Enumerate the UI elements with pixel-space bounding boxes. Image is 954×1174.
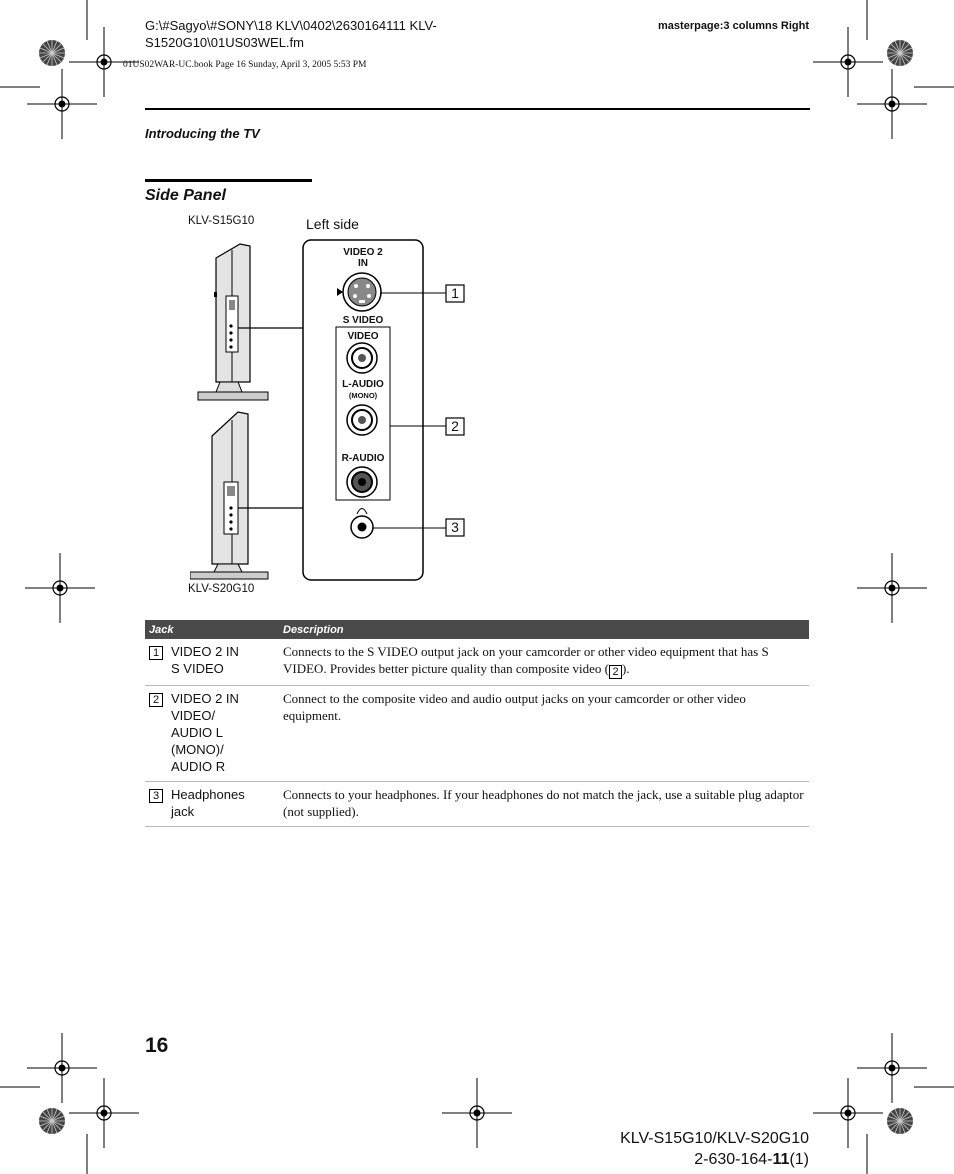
section-header: Introducing the TV bbox=[145, 126, 260, 141]
table-row bbox=[145, 639, 809, 686]
table-header-row bbox=[145, 620, 809, 639]
in-label: IN bbox=[358, 258, 368, 269]
row-description: Connect to the composite video and audio output jacks on your camcorder or other video equipment. bbox=[279, 686, 809, 782]
video-jack-icon bbox=[347, 343, 377, 373]
r-audio-label: R-AUDIO bbox=[341, 453, 385, 464]
video-label: VIDEO bbox=[347, 331, 379, 342]
left-side-label: Left side bbox=[306, 216, 359, 232]
side-panel-figure bbox=[190, 238, 480, 588]
callout-1: 1 bbox=[451, 285, 459, 301]
header-description: Description bbox=[279, 620, 809, 639]
jack-name-line: (MONO)/ bbox=[171, 742, 224, 757]
jack-name-line: AUDIO L bbox=[171, 725, 224, 740]
reference-number: 2 bbox=[609, 665, 622, 679]
page-number: 16 bbox=[145, 1034, 169, 1057]
bottom-left-mark bbox=[0, 1033, 139, 1174]
jack-table bbox=[145, 620, 809, 827]
top-left-mark bbox=[0, 0, 139, 139]
masterpage-label: masterpage:3 columns Right bbox=[658, 20, 809, 32]
jack-name-line: AUDIO R bbox=[171, 759, 226, 774]
heading-rule bbox=[145, 179, 312, 182]
file-path-line-1: G:\#Sagyo\#SONY\18 KLV\0402\2630164111 KLV- bbox=[145, 18, 437, 33]
model-label-bottom: KLV-S20G10 bbox=[188, 583, 255, 595]
header-jack: Jack bbox=[145, 620, 279, 639]
tv-s15g10-illustration bbox=[198, 244, 268, 400]
mid-left-mark bbox=[25, 553, 95, 623]
row-description: Connects to your headphones. If your headphones do not match the jack, use a suitable plug adaptor (not supplied). bbox=[279, 782, 809, 827]
video2-in-label bbox=[331, 247, 395, 269]
l-audio-jack-icon bbox=[347, 405, 377, 435]
s-video-label: S VIDEO bbox=[342, 315, 384, 326]
callout-2: 2 bbox=[451, 418, 459, 434]
page-heading: Side Panel bbox=[145, 187, 226, 204]
header-rule bbox=[145, 108, 810, 110]
top-right-mark bbox=[813, 0, 954, 139]
model-footer bbox=[620, 1128, 809, 1170]
table-row bbox=[145, 686, 809, 782]
row-number: 1 bbox=[149, 646, 163, 660]
row-description: Connects to the S VIDEO output jack on your camcorder or other video equipment that has S VIDEO. Provides better picture quality than composite video ( 2 ). bbox=[279, 639, 809, 686]
tv-s20g10-illustration bbox=[190, 412, 268, 579]
bottom-center-mark bbox=[442, 1078, 512, 1148]
jack-name-line: S VIDEO bbox=[171, 661, 224, 676]
jack-name-line: VIDEO 2 IN bbox=[171, 644, 239, 659]
r-audio-jack-icon bbox=[347, 467, 377, 497]
jack-name-line: Headphones bbox=[171, 787, 245, 802]
bottom-right-mark bbox=[813, 1033, 954, 1174]
footer-models: KLV-S15G10/KLV-S20G10 bbox=[620, 1130, 809, 1147]
row-number: 2 bbox=[149, 693, 163, 707]
model-label-top: KLV-S15G10 bbox=[188, 215, 255, 227]
table-row bbox=[145, 782, 809, 827]
footer-code: 2-630-164-11(1) bbox=[694, 1151, 809, 1168]
callout-3: 3 bbox=[451, 519, 459, 535]
row-number: 3 bbox=[149, 789, 163, 803]
file-path-line-2: S1520G10\01US03WEL.fm bbox=[145, 35, 304, 50]
jack-name-line: VIDEO/ bbox=[171, 708, 216, 723]
mid-right-mark bbox=[857, 553, 927, 623]
video2-label: VIDEO 2 bbox=[343, 247, 383, 258]
book-info: 01US02WAR-UC.book Page 16 Sunday, April 3, 2005 5:53 PM bbox=[123, 60, 367, 70]
jack-name-line: VIDEO 2 IN bbox=[171, 691, 239, 706]
l-audio-label: L-AUDIO bbox=[342, 379, 384, 390]
mono-label: (MONO) bbox=[348, 391, 378, 400]
jack-name-line: jack bbox=[171, 804, 195, 819]
